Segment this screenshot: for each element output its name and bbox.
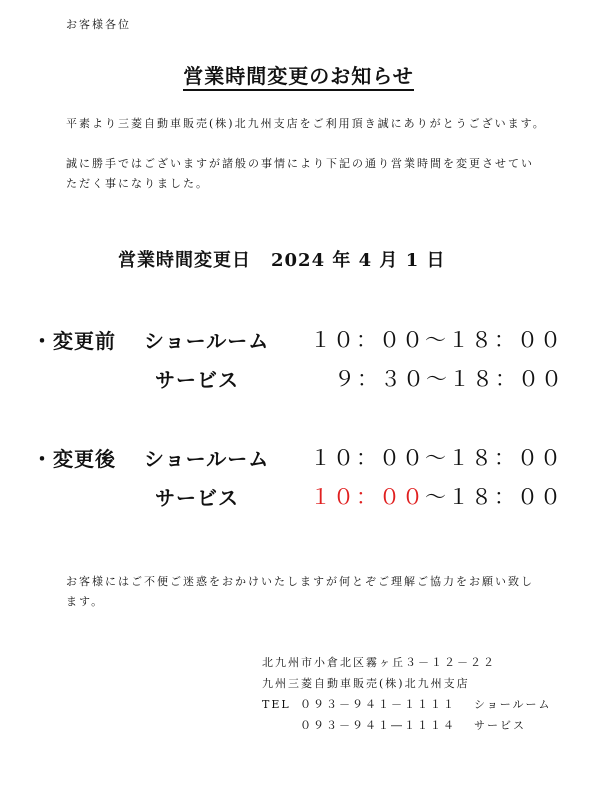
- tel-line-2: [262, 717, 526, 733]
- tel-label: TEL: [262, 698, 291, 711]
- after-showroom-hours: １０：００～１８：００: [310, 446, 563, 470]
- change-date-label: 営業時間変更日: [118, 250, 251, 271]
- change-date-line: [118, 246, 445, 272]
- after-service-label: サービス: [155, 486, 239, 510]
- tel-line-1: [262, 696, 552, 712]
- after-service-hours-rest: ～１８：００: [425, 485, 563, 509]
- before-service-label: サービス: [155, 368, 239, 392]
- after-service-hours-changed: １０：００: [310, 485, 425, 509]
- change-date-value: 2024 年 4 月 1 日: [271, 250, 446, 271]
- page-title: [0, 60, 597, 89]
- after-heading: ・変更後: [32, 447, 116, 471]
- after-service-hours: [310, 481, 563, 511]
- tel-number-1: ０９３－９４１－１１１１: [300, 698, 456, 711]
- tel-dept-1: ショールーム: [474, 698, 552, 711]
- tel-dept-2: サービス: [474, 719, 526, 732]
- greeting: お客様各位: [66, 18, 131, 31]
- address-line-1: 北九州市小倉北区霧ヶ丘３－１２－２２: [262, 656, 496, 669]
- tel-number-2: ０９３－９４１―１１１４: [300, 719, 456, 732]
- before-showroom-hours: １０：００～１８：００: [310, 328, 563, 352]
- intro-paragraph-1: 平素より三菱自動車販売(株)北九州支店をご利用頂き誠にありがとうございます。: [66, 117, 546, 130]
- intro-paragraph-2: 誠に勝手ではございますが諸般の事情により下記の通り営業時間を変更させていただく事になりました。: [66, 157, 534, 190]
- before-showroom-label: ショールーム: [144, 329, 270, 353]
- before-service-hours: ９：３０～１８：００: [334, 367, 564, 391]
- title-text: 営業時間変更のお知らせ: [183, 64, 413, 91]
- closing-paragraph: お客様にはご不便ご迷惑をおかけいたしますが何とぞご理解ご協力をお願い致します。: [66, 575, 534, 608]
- after-showroom-label: ショールーム: [144, 447, 270, 471]
- before-heading: ・変更前: [32, 329, 116, 353]
- address-line-2: 九州三菱自動車販売(株)北九州支店: [262, 677, 470, 690]
